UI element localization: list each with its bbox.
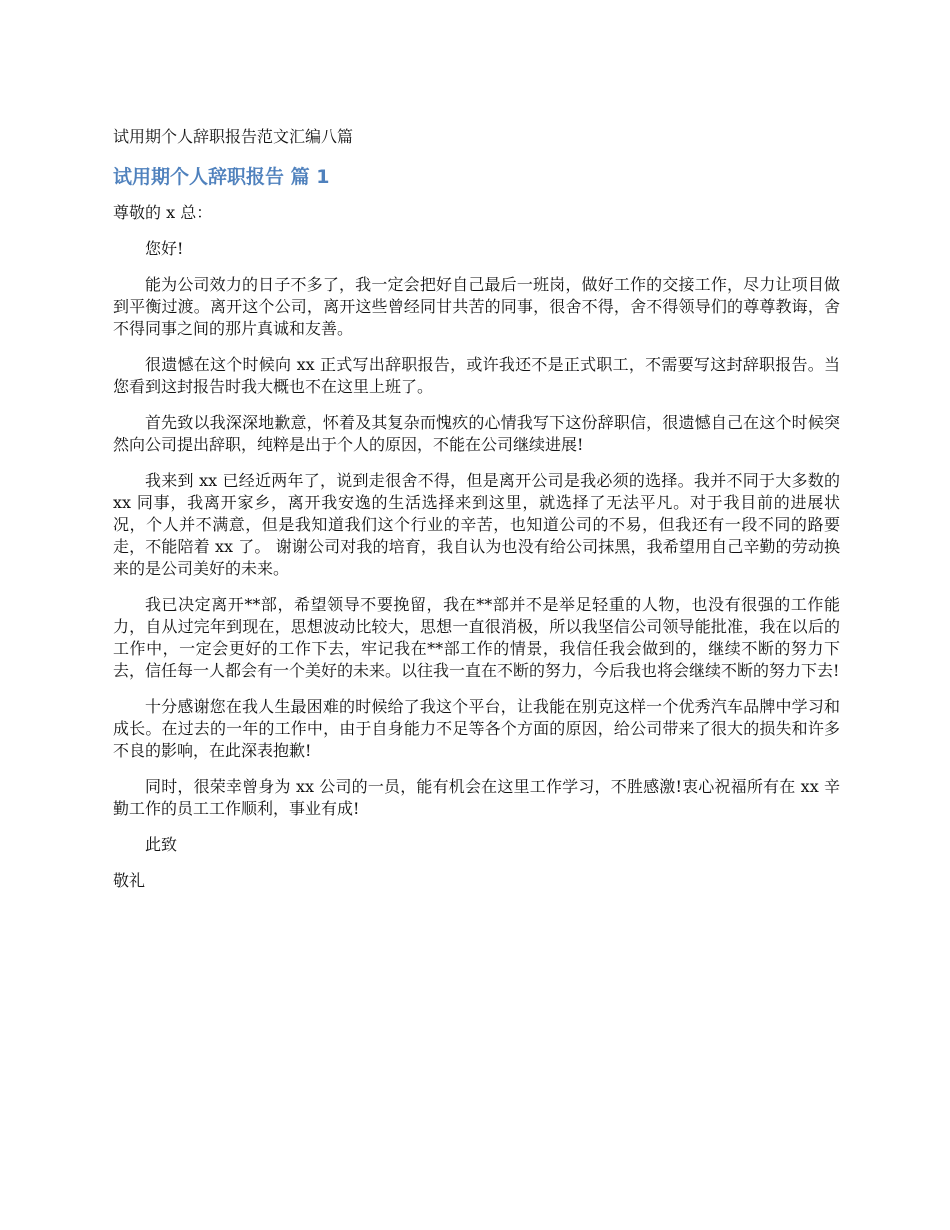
paragraph: 首先致以我深深地歉意，怀着及其复杂而愧疚的心情我写下这份辞职信，很遗憾自己在这个时候突然向公司提出辞职，纯粹是出于个人的原因，不能在公司继续进展! [113,413,840,454]
regards: 敬礼 [113,871,146,890]
greeting: 您好! [145,239,184,258]
document-title: 试用期个人辞职报告范文汇编八篇 [113,127,354,146]
paragraph: 能为公司效力的日子不多了，我一定会把好自己最后一班岗，做好工作的交接工作，尽力让项目做到平衡过渡。离开这个公司，离开这些曾经同甘共苦的同事，很舍不得，舍不得领导们的尊尊教诲，舍不得同事之间的那片真诚和友善。 [113,275,840,338]
paragraph: 十分感谢您在我人生最困难的时候给了我这个平台，让我能在别克这样一个优秀汽车品牌中学习和成长。在过去的一年的工作中，由于自身能力不足等各个方面的原因，给公司带来了很大的损失和许多不良的影响，在此深表抱歉! [113,697,840,760]
salutation: 尊敬的 x 总： [113,203,213,222]
paragraph: 很遗憾在这个时候向 xx 正式写出辞职报告，或许我还不是正式职工，不需要写这封辞职报告。当您看到这封报告时我大概也不在这里上班了。 [113,355,840,396]
section-heading: 试用期个人辞职报告 篇 1 [113,166,330,188]
paragraph: 我已决定离开**部，希望领导不要挽留，我在**部并不是举足轻重的人物，也没有很强的工作能力，自从过完年到现在，思想波动比较大，思想一直很消极，所以我坚信公司领导能批准，我在以后的工作中，一定会更好的工作下去，牢记我在**部工作的情景，我信任我会做到的，继续不断的努力下去，信任每一人都会有一个美好的未来。以往我一直在不断的努力，今后我也将会继续不断的努力下去! [113,595,840,680]
paragraph: 同时，很荣幸曾身为 xx 公司的一员，能有机会在这里工作学习，不胜感激!衷心祝福所有在 xx 辛勤工作的员工工作顺利，事业有成! [113,777,840,818]
letter-body [113,202,840,906]
paragraph: 我来到 xx 已经近两年了，说到走很舍不得，但是离开公司是我必须的选择。我并不同于大多数的 xx 同事，我离开家乡，离开我安逸的生活选择来到这里，就选择了无法平凡。对于我目前的进展状况，个人并不满意，但是我知道我们这个行业的辛苦，也知道公司的不易，但我还有一段不同的路要走，不能陪着 xx 了。 谢谢公司对我的培育，我自认为也没有给公司抹黑，我希望用自己辛勤的劳动换来的是公司美好的未来。 [113,471,840,578]
closing: 此致 [145,835,178,854]
